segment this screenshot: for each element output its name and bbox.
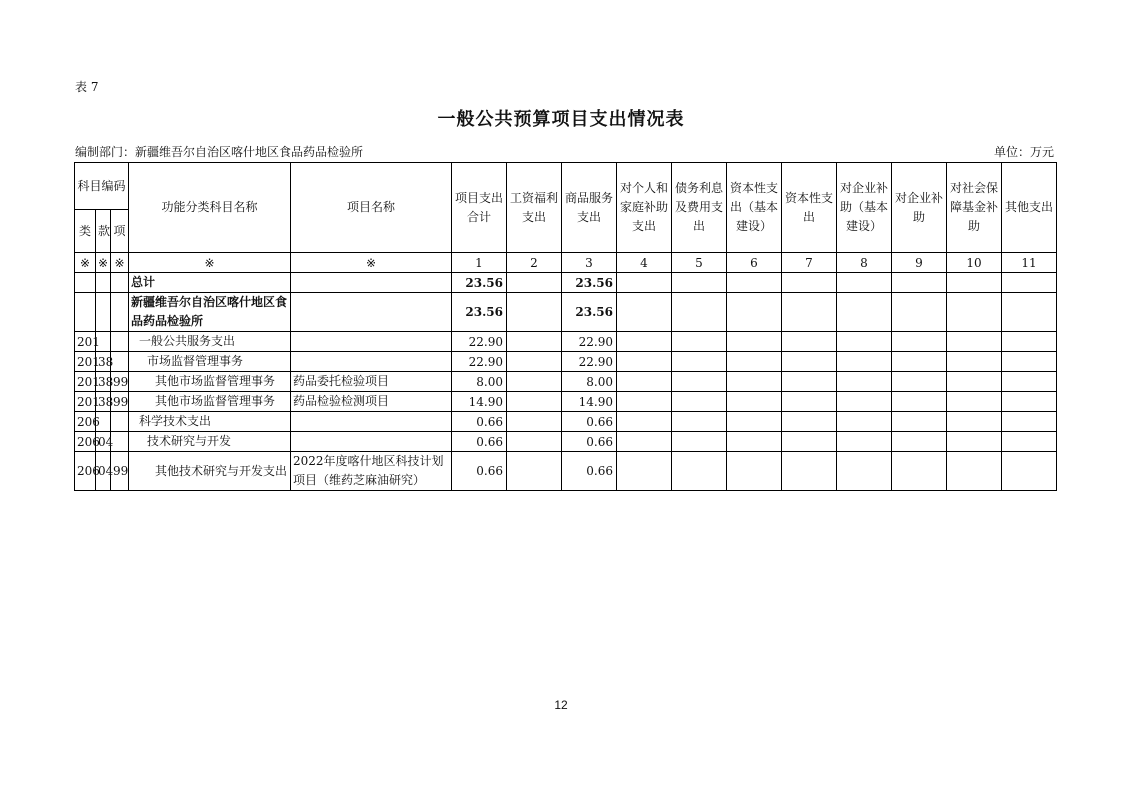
func-name-cell: 科学技术支出	[129, 412, 291, 432]
amount-cell-c5	[672, 273, 727, 293]
amount-cell-c2	[507, 372, 562, 392]
amount-cell-c3: 22.90	[562, 352, 617, 372]
amount-cell-c11	[1002, 372, 1057, 392]
amount-cell-c3: 23.56	[562, 273, 617, 293]
lei-cell: 206	[75, 412, 96, 432]
amount-cell-c2	[507, 412, 562, 432]
xiang-cell: 99	[111, 452, 129, 491]
amount-cell-total: 23.56	[452, 293, 507, 332]
lei-cell: 201	[75, 372, 96, 392]
amount-cell-c2	[507, 273, 562, 293]
kuan-cell	[96, 273, 111, 293]
amount-cell-c2	[507, 293, 562, 332]
column-index-cell: 1	[452, 253, 507, 273]
amount-cell-c9	[892, 293, 947, 332]
amount-cell-total: 0.66	[452, 432, 507, 452]
column-index-cell: ※	[75, 253, 96, 273]
xiang-cell: 99	[111, 372, 129, 392]
table-body	[75, 273, 1057, 491]
amount-cell-c8	[837, 293, 892, 332]
amount-cell-c7	[782, 352, 837, 372]
amount-cell-c4	[617, 392, 672, 412]
amount-cell-c4	[617, 352, 672, 372]
amount-cell-total: 0.66	[452, 412, 507, 432]
kuan-cell: 38	[96, 392, 111, 412]
xiang-cell	[111, 332, 129, 352]
xiang-cell: 99	[111, 392, 129, 412]
amount-cell-c4	[617, 412, 672, 432]
amount-cell-c11	[1002, 412, 1057, 432]
amount-cell-c6	[727, 293, 782, 332]
amount-cell-c3: 22.90	[562, 332, 617, 352]
xiang-cell	[111, 432, 129, 452]
header-debt-interest: 债务利息及费用支出	[672, 163, 727, 253]
table-row	[75, 412, 1057, 432]
amount-cell-c11	[1002, 352, 1057, 372]
amount-cell-c8	[837, 432, 892, 452]
amount-cell-c10	[947, 412, 1002, 432]
header-xiang: 项	[111, 210, 129, 253]
amount-cell-c10	[947, 372, 1002, 392]
amount-cell-c9	[892, 432, 947, 452]
table-row	[75, 392, 1057, 412]
func-name-cell: 新疆维吾尔自治区喀什地区食品药品检验所	[129, 293, 291, 332]
amount-cell-c11	[1002, 273, 1057, 293]
column-index-cell: 7	[782, 253, 837, 273]
project-name-cell	[291, 432, 452, 452]
amount-cell-total: 23.56	[452, 273, 507, 293]
amount-cell-c4	[617, 273, 672, 293]
amount-cell-c9	[892, 452, 947, 491]
amount-cell-c10	[947, 452, 1002, 491]
amount-cell-c10	[947, 432, 1002, 452]
amount-cell-c5	[672, 432, 727, 452]
amount-cell-c5	[672, 293, 727, 332]
amount-cell-c5	[672, 392, 727, 412]
amount-cell-c4	[617, 332, 672, 352]
page-number: 12	[554, 698, 568, 712]
amount-cell-c8	[837, 372, 892, 392]
amount-cell-c8	[837, 332, 892, 352]
amount-cell-c10	[947, 273, 1002, 293]
amount-cell-c7	[782, 392, 837, 412]
column-index-cell: ※	[129, 253, 291, 273]
header-capital-construction: 资本性支出（基本建设）	[727, 163, 782, 253]
header-capital: 资本性支出	[782, 163, 837, 253]
header-lei: 类	[75, 210, 96, 253]
amount-cell-c7	[782, 372, 837, 392]
lei-cell: 201	[75, 332, 96, 352]
column-index-cell: 2	[507, 253, 562, 273]
amount-cell-c11	[1002, 293, 1057, 332]
amount-cell-c5	[672, 452, 727, 491]
amount-cell-c6	[727, 392, 782, 412]
func-name-cell: 技术研究与开发	[129, 432, 291, 452]
header-func-name: 功能分类科目名称	[129, 163, 291, 253]
amount-cell-c3: 8.00	[562, 372, 617, 392]
table-row	[75, 332, 1057, 352]
amount-cell-c6	[727, 332, 782, 352]
amount-cell-c7	[782, 273, 837, 293]
page-title: 一般公共预算项目支出情况表	[437, 109, 685, 130]
header-goods-services: 商品服务支出	[562, 163, 617, 253]
amount-cell-total: 0.66	[452, 452, 507, 491]
project-name-cell: 药品委托检验项目	[291, 372, 452, 392]
header-enterprise-construction: 对企业补助（基本建设）	[837, 163, 892, 253]
column-index-cell: 3	[562, 253, 617, 273]
amount-cell-c5	[672, 332, 727, 352]
amount-cell-c7	[782, 332, 837, 352]
func-name-cell: 总计	[129, 273, 291, 293]
amount-cell-c2	[507, 332, 562, 352]
amount-cell-c4	[617, 372, 672, 392]
header-enterprise-subsidy: 对企业补助	[892, 163, 947, 253]
xiang-cell	[111, 293, 129, 332]
amount-cell-c9	[892, 372, 947, 392]
amount-cell-c6	[727, 273, 782, 293]
xiang-cell	[111, 273, 129, 293]
amount-cell-c11	[1002, 452, 1057, 491]
amount-cell-c6	[727, 452, 782, 491]
amount-cell-c11	[1002, 392, 1057, 412]
table-row	[75, 293, 1057, 332]
amount-cell-c3: 0.66	[562, 452, 617, 491]
table-row	[75, 372, 1057, 392]
column-index-cell: 6	[727, 253, 782, 273]
lei-cell: 201	[75, 392, 96, 412]
amount-cell-c6	[727, 412, 782, 432]
amount-cell-c9	[892, 332, 947, 352]
amount-cell-c3: 23.56	[562, 293, 617, 332]
column-index-cell: 5	[672, 253, 727, 273]
unit-line: 单位：万元	[993, 145, 1054, 159]
amount-cell-c5	[672, 372, 727, 392]
project-name-cell: 药品检验检测项目	[291, 392, 452, 412]
amount-cell-c8	[837, 352, 892, 372]
amount-cell-c2	[507, 392, 562, 412]
amount-cell-total: 8.00	[452, 372, 507, 392]
lei-cell: 201	[75, 352, 96, 372]
amount-cell-c11	[1002, 332, 1057, 352]
header-social-security: 对社会保障基金补助	[947, 163, 1002, 253]
column-index-cell: ※	[291, 253, 452, 273]
project-name-cell	[291, 332, 452, 352]
amount-cell-c7	[782, 432, 837, 452]
amount-cell-c10	[947, 332, 1002, 352]
amount-cell-c8	[837, 392, 892, 412]
kuan-cell: 38	[96, 372, 111, 392]
column-index-cell: 4	[617, 253, 672, 273]
lei-cell	[75, 273, 96, 293]
kuan-cell: 04	[96, 452, 111, 491]
amount-cell-c5	[672, 412, 727, 432]
amount-cell-c2	[507, 452, 562, 491]
amount-cell-c6	[727, 432, 782, 452]
column-index-cell: 8	[837, 253, 892, 273]
amount-cell-c11	[1002, 432, 1057, 452]
amount-cell-c9	[892, 412, 947, 432]
amount-cell-c3: 0.66	[562, 412, 617, 432]
table-row	[75, 452, 1057, 491]
amount-cell-c8	[837, 452, 892, 491]
amount-cell-c3: 0.66	[562, 432, 617, 452]
amount-cell-c10	[947, 352, 1002, 372]
amount-cell-c3: 14.90	[562, 392, 617, 412]
header-project-name: 项目名称	[291, 163, 452, 253]
table-row	[75, 352, 1057, 372]
amount-cell-c8	[837, 273, 892, 293]
amount-cell-c10	[947, 293, 1002, 332]
column-index-cell: ※	[96, 253, 111, 273]
header-subject-code: 科目编码	[75, 163, 129, 210]
column-index-cell: 11	[1002, 253, 1057, 273]
budget-table	[74, 162, 1057, 491]
amount-cell-c9	[892, 352, 947, 372]
amount-cell-c6	[727, 372, 782, 392]
amount-cell-c4	[617, 293, 672, 332]
amount-cell-total: 14.90	[452, 392, 507, 412]
amount-cell-c7	[782, 293, 837, 332]
amount-cell-total: 22.90	[452, 352, 507, 372]
func-name-cell: 一般公共服务支出	[129, 332, 291, 352]
column-index-row	[75, 253, 1057, 273]
func-name-cell: 其他市场监督管理事务	[129, 392, 291, 412]
amount-cell-c2	[507, 352, 562, 372]
amount-cell-c7	[782, 452, 837, 491]
lei-cell: 206	[75, 452, 96, 491]
lei-cell	[75, 293, 96, 332]
department-line: 编制部门：新疆维吾尔自治区喀什地区食品药品检验所	[75, 145, 364, 159]
header-individual-subsidy: 对个人和家庭补助支出	[617, 163, 672, 253]
func-name-cell: 市场监督管理事务	[129, 352, 291, 372]
xiang-cell	[111, 412, 129, 432]
amount-cell-c8	[837, 412, 892, 432]
amount-cell-total: 22.90	[452, 332, 507, 352]
amount-cell-c10	[947, 392, 1002, 412]
header-total: 项目支出合计	[452, 163, 507, 253]
func-name-cell: 其他市场监督管理事务	[129, 372, 291, 392]
table-row	[75, 432, 1057, 452]
column-index-cell: ※	[111, 253, 129, 273]
header-kuan: 款	[96, 210, 111, 253]
amount-cell-c9	[892, 273, 947, 293]
func-name-cell: 其他技术研究与开发支出	[129, 452, 291, 491]
amount-cell-c5	[672, 352, 727, 372]
amount-cell-c9	[892, 392, 947, 412]
project-name-cell	[291, 273, 452, 293]
project-name-cell	[291, 412, 452, 432]
amount-cell-c4	[617, 452, 672, 491]
project-name-cell: 2022年度喀什地区科技计划项目（维药芝麻油研究）	[291, 452, 452, 491]
project-name-cell	[291, 352, 452, 372]
xiang-cell	[111, 352, 129, 372]
project-name-cell	[291, 293, 452, 332]
lei-cell: 206	[75, 432, 96, 452]
header-other: 其他支出	[1002, 163, 1057, 253]
header-salary: 工资福利支出	[507, 163, 562, 253]
amount-cell-c7	[782, 412, 837, 432]
column-index-cell: 9	[892, 253, 947, 273]
column-index-cell: 10	[947, 253, 1002, 273]
amount-cell-c6	[727, 352, 782, 372]
kuan-cell: 38	[96, 352, 111, 372]
table-row	[75, 273, 1057, 293]
kuan-cell: 04	[96, 432, 111, 452]
amount-cell-c2	[507, 432, 562, 452]
amount-cell-c4	[617, 432, 672, 452]
kuan-cell	[96, 293, 111, 332]
table-label: 表 7	[75, 80, 99, 94]
